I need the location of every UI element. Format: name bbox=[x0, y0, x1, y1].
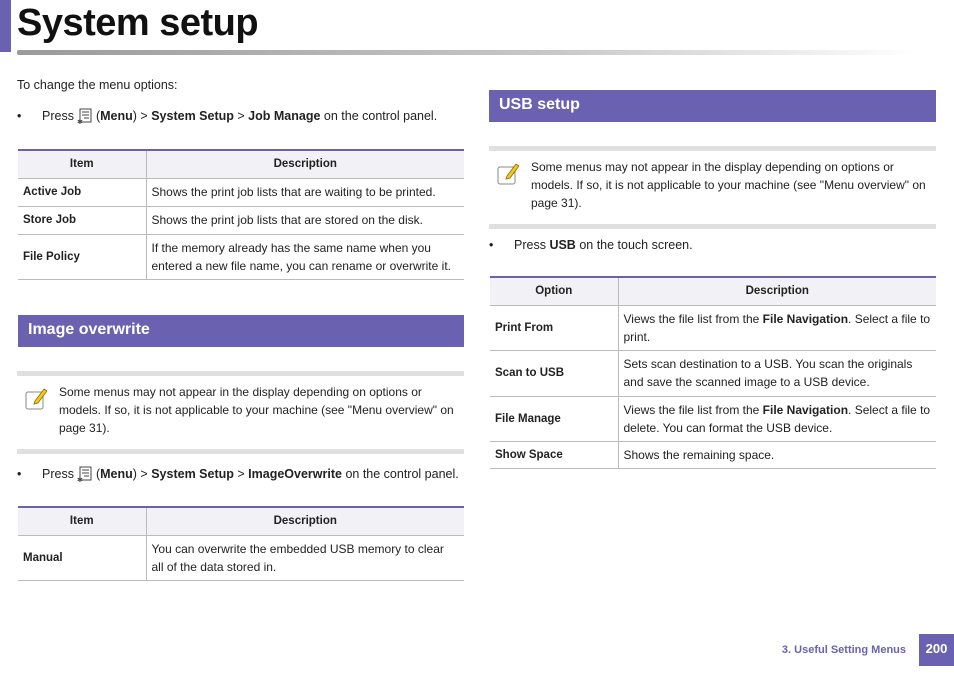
usb-setup-instruction: • Press USB on the touch screen. bbox=[489, 238, 693, 252]
column-header-description: Description bbox=[618, 277, 936, 305]
image-overwrite-table bbox=[18, 506, 464, 581]
table-row: Print From Views the file list from the File Navigation. Select a file to print. bbox=[490, 305, 936, 350]
note-pencil-icon bbox=[25, 387, 47, 411]
svg-text:✱: ✱ bbox=[76, 477, 83, 482]
usb-setup-note bbox=[489, 146, 936, 229]
table-row: Scan to USB Sets scan destination to a USB. You scan the originals and save the scanned image to a USB device. bbox=[490, 350, 936, 396]
table-row: File Policy If the memory already has the same name when you entered a new file name, you can rename or overwrite it. bbox=[18, 234, 464, 279]
column-header-description: Description bbox=[146, 507, 464, 535]
job-manage-instruction: • Press ✱ ( Menu ) > System Setup > Job Manage on the control panel. bbox=[17, 109, 438, 124]
column-header-option: Option bbox=[490, 277, 618, 305]
menu-icon bbox=[77, 108, 93, 124]
title-rule bbox=[17, 50, 917, 55]
menu-icon bbox=[77, 466, 93, 482]
intro-text: To change the menu options: bbox=[17, 78, 178, 92]
table-row: Manual You can overwrite the embedded USB memory to clear all of the data stored in. bbox=[18, 535, 464, 580]
column-header-item: Item bbox=[18, 507, 146, 535]
left-accent-bar bbox=[0, 0, 11, 52]
page-title: System setup bbox=[17, 2, 259, 44]
footer-chapter: 3. Useful Setting Menus bbox=[781, 644, 906, 656]
note-text: Some menus may not appear in the display depending on options or models. If so, it is not applicable to your machine (see "Menu overview" on page 31). bbox=[59, 385, 454, 435]
table-row: Show Space Shows the remaining space. bbox=[490, 441, 936, 468]
column-header-description: Description bbox=[146, 150, 464, 178]
job-manage-table bbox=[18, 149, 464, 280]
svg-text:✱: ✱ bbox=[76, 119, 83, 124]
note-text: Some menus may not appear in the display depending on options or models. If so, it is not applicable to your machine (see "Menu overview" on page 31). bbox=[531, 160, 926, 210]
table-row: File Manage Views the file list from the File Navigation. Select a file to delete. You can format the USB device. bbox=[490, 396, 936, 441]
image-overwrite-heading: Image overwrite bbox=[18, 315, 464, 347]
image-overwrite-note bbox=[17, 371, 464, 454]
table-row: Store Job Shows the print job lists that are stored on the disk. bbox=[18, 206, 464, 234]
column-header-item: Item bbox=[18, 150, 146, 178]
usb-setup-table bbox=[490, 276, 936, 469]
table-row: Active Job Shows the print job lists that are waiting to be printed. bbox=[18, 178, 464, 206]
note-pencil-icon bbox=[497, 162, 519, 186]
page-number: 200 bbox=[919, 634, 954, 666]
image-overwrite-instruction: • Press ✱ ( Menu ) > System Setup > ImageOverwrite on the control panel. bbox=[17, 467, 459, 482]
usb-setup-heading: USB setup bbox=[489, 90, 936, 122]
